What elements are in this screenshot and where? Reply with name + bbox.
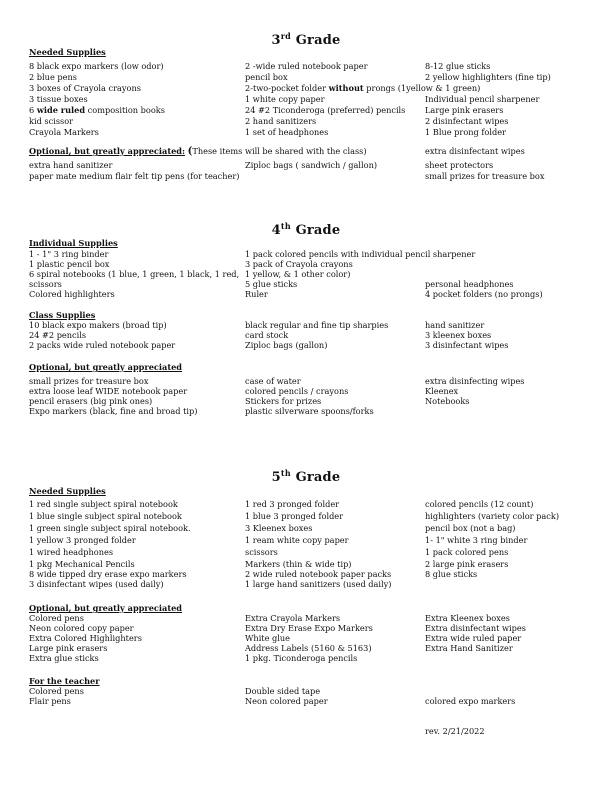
list-item: extra hand sanitizer: [29, 160, 113, 170]
list-item: Colored pens: [29, 613, 84, 623]
list-item: small prizes for treasure box: [29, 376, 149, 386]
list-item: Kleenex: [425, 386, 459, 396]
list-item: 3 disinfectant wipes (used daily): [29, 579, 164, 589]
list-item: Large pink erasers: [425, 105, 504, 115]
list-item: extra disinfecting wipes: [425, 376, 525, 386]
list-item: pencil erasers (big pink ones): [29, 396, 153, 406]
list-item: 3 disinfectant wipes: [425, 340, 509, 350]
list-item: 1 pack colored pens: [425, 547, 509, 557]
list-item: 3 Kleenex boxes: [245, 523, 313, 533]
grade3-title: 3rd Grade: [271, 31, 341, 48]
list-item: 8 glue sticks: [425, 569, 478, 579]
list-item: pencil box (not a bag): [425, 523, 516, 533]
list-item: Colored highlighters: [29, 289, 115, 299]
list-item: 1 plastic pencil box: [29, 259, 110, 269]
list-item: scissors: [29, 279, 62, 289]
list-item: Extra disinfectant wipes: [425, 623, 526, 633]
list-item: 3 tissue boxes: [29, 94, 88, 104]
list-item: White glue: [245, 633, 291, 643]
list-item: personal headphones: [425, 279, 514, 289]
list-item: pencil box: [245, 72, 288, 82]
list-item: card stock: [245, 330, 289, 340]
list-item: Crayola Markers: [29, 127, 99, 137]
list-item: hand sanitizer: [425, 320, 485, 330]
list-item: Extra glue sticks: [29, 653, 99, 663]
list-item: plastic silverware spoons/forks: [245, 406, 374, 416]
list-item: 1 red 3 pronged folder: [245, 499, 340, 509]
list-item: Address Labels (5160 & 5163): [245, 643, 372, 653]
list-item: 2-two-pocket folder without prongs (1yellow & 1 green): [245, 83, 481, 93]
list-item: 2 blue pens: [29, 72, 77, 82]
list-item: 2 disinfectant wipes: [425, 116, 509, 126]
list-item: paper mate medium flair felt tip pens (for teacher): [29, 171, 240, 181]
list-item: 1 wired headphones: [29, 547, 114, 557]
list-item: Colored pens: [29, 686, 84, 696]
list-item: 6 spiral notebooks (1 blue, 1 green, 1 black, 1 red,: [29, 269, 240, 279]
list-item: 2 large pink erasers: [425, 559, 509, 569]
list-item: 3 boxes of Crayola crayons: [29, 83, 141, 93]
list-item: 5 glue sticks: [245, 279, 298, 289]
list-item: Extra Hand Sanitizer: [425, 643, 513, 653]
list-item: 3 pack of Crayola crayons: [245, 259, 353, 269]
list-item: 1 large hand sanitizers (used daily): [245, 579, 392, 589]
list-item: sheet protectors: [425, 160, 494, 170]
revision-date: rev. 2/21/2022: [425, 726, 485, 736]
list-item: 1 red single subject spiral notebook: [29, 499, 178, 509]
list-item: Individual pencil sharpener: [425, 94, 540, 104]
list-item: Ruler: [245, 289, 268, 299]
grade5-needed-heading: Needed Supplies: [29, 486, 106, 496]
list-item: Flair pens: [29, 696, 71, 706]
list-item: 1 white copy paper: [245, 94, 325, 104]
list-item: 1 set of headphones: [245, 127, 329, 137]
list-item: Ziploc bags ( sandwich / gallon): [245, 160, 378, 170]
list-item: Neon colored copy paper: [29, 623, 134, 633]
list-item: Double sided tape: [245, 686, 321, 696]
list-item: 8 wide tipped dry erase expo markers: [29, 569, 187, 579]
list-item: colored expo markers: [425, 696, 516, 706]
list-item: extra disinfectant wipes: [425, 146, 525, 156]
list-item: 8 black expo markers (low odor): [29, 61, 164, 71]
list-item: Notebooks: [425, 396, 470, 406]
list-item: 4 pocket folders (no prongs): [425, 289, 543, 299]
list-item: case of water: [245, 376, 301, 386]
list-item: 1 pkg. Ticonderoga pencils: [245, 653, 358, 663]
list-item: 1 Blue prong folder: [425, 127, 506, 137]
list-item: 1 pkg Mechanical Pencils: [29, 559, 135, 569]
list-item: black regular and fine tip sharpies: [245, 320, 389, 330]
list-item: scissors: [245, 547, 278, 557]
list-item: 3 kleenex boxes: [425, 330, 492, 340]
list-item: colored pencils (12 count): [425, 499, 534, 509]
list-item: 8-12 glue sticks: [425, 61, 491, 71]
list-item: highlighters (variety color pack): [425, 511, 560, 521]
list-item: Stickers for prizes: [245, 396, 322, 406]
grade4-title: 4th Grade: [271, 221, 341, 238]
list-item: Extra Colored Highlighters: [29, 633, 142, 643]
list-item: 1- 1" white 3 ring binder: [425, 535, 528, 545]
list-item: 24 #2 Ticonderoga (preferred) pencils: [245, 105, 406, 115]
list-item: 1 green single subject spiral notebook.: [29, 523, 191, 533]
list-item: Extra Crayola Markers: [245, 613, 341, 623]
grade4-optional-heading: Optional, but greatly appreciated: [29, 362, 183, 372]
list-item: 2 wide ruled notebook paper packs: [245, 569, 392, 579]
grade4-class-heading: Class Supplies: [29, 310, 96, 320]
list-item: Markers (thin & wide tip): [245, 559, 352, 569]
grade4-individual-heading: Individual Supplies: [29, 238, 118, 248]
list-item: colored pencils / crayons: [245, 386, 349, 396]
list-item: 1 pack colored pencils with individual pencil sharpener: [245, 249, 476, 259]
list-item: small prizes for treasure box: [425, 171, 545, 181]
list-item: Extra Kleenex boxes: [425, 613, 510, 623]
list-item: Ziploc bags (gallon): [245, 340, 328, 350]
list-item: 1 ream white copy paper: [245, 535, 349, 545]
list-item: 10 black expo makers (broad tip): [29, 320, 167, 330]
grade5-optional-heading: Optional, but greatly appreciated: [29, 603, 183, 613]
list-item: Extra Dry Erase Expo Markers: [245, 623, 373, 633]
list-item: 2 -wide ruled notebook paper: [245, 61, 368, 71]
list-item: 1 blue 3 pronged folder: [245, 511, 344, 521]
list-item: Expo markers (black, fine and broad tip): [29, 406, 198, 416]
list-item: 1 blue single subject spiral notebook: [29, 511, 182, 521]
list-item: kid scissor: [29, 116, 74, 126]
grade3-optional-heading: Optional, but greatly appreciated: (These items will be shared with the class): [29, 146, 367, 157]
list-item: extra loose leaf WIDE notebook paper: [29, 386, 188, 396]
list-item: 1 - 1" 3 ring binder: [29, 249, 109, 259]
list-item: Extra wide ruled paper: [425, 633, 522, 643]
grade5-title: 5th Grade: [271, 468, 341, 485]
list-item: 24 #2 pencils: [29, 330, 87, 340]
grade3-needed-heading: Needed Supplies: [29, 47, 106, 57]
list-item: 1 yellow 3 pronged folder: [29, 535, 136, 545]
list-item: 2 yellow highlighters (fine tip): [425, 72, 551, 82]
grade5-teacher-heading: For the teacher: [29, 676, 100, 686]
list-item: 6 wide ruled composition books: [29, 105, 165, 115]
list-item: 2 hand sanitizers: [245, 116, 317, 126]
list-item: 2 packs wide ruled notebook paper: [29, 340, 176, 350]
list-item: Neon colored paper: [245, 696, 328, 706]
list-item: 1 yellow, & 1 other color): [245, 269, 351, 279]
list-item: Large pink erasers: [29, 643, 108, 653]
